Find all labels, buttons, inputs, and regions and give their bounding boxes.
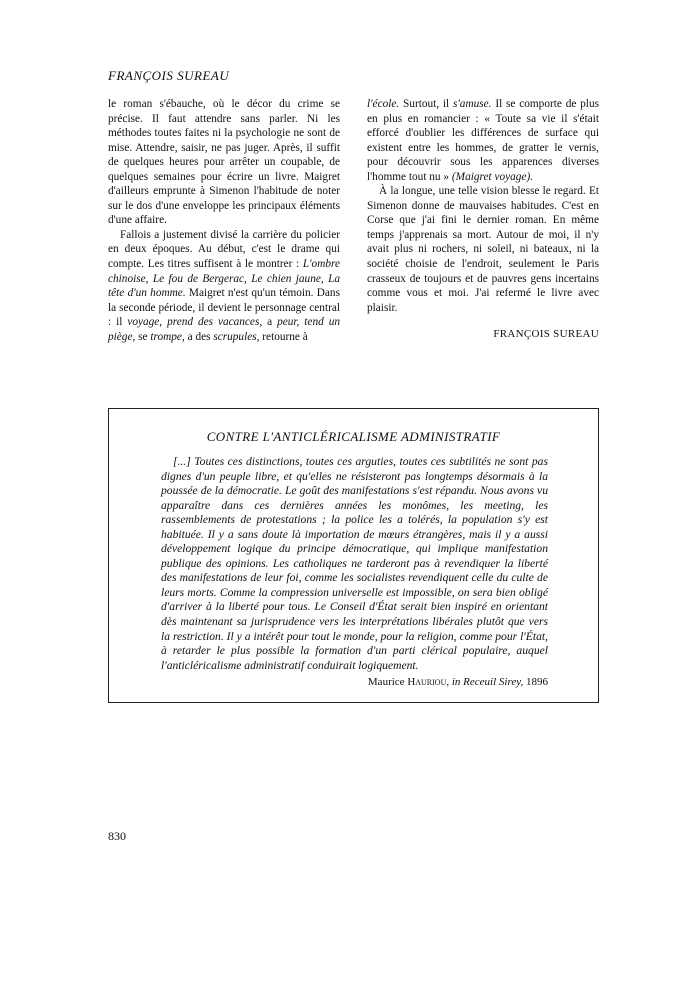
source-first-name: Maurice	[367, 676, 405, 688]
source-last-name: Hauriou,	[407, 676, 450, 688]
emphasis: peur, tend un piège,	[108, 316, 340, 343]
emphasis: scrupules,	[213, 330, 260, 343]
quotation-box	[108, 408, 599, 703]
paragraph: À la longue, une telle vision blesse le regard. Et Simenon donne de mauvaises habitudes. C'est en Corse que j'ai fini le dernier roman. En même temps j'apprenais sa mort. Autour de moi, il n'y avait plus ni rochers, ni soleil, ni bateaux, ni la société choisie de l'endroit, seulement le Paris crasseux de toujours et de pauvres gens incertains comme vous et moi. J'ai refermé le livre avec plaisir.	[367, 185, 599, 314]
quotation-text: [...] Toutes ces distinctions, toutes ces arguties, toutes ces subtilités ne sont pas dignes d'un peuple libre, et qu'elles ne résisteront pas longtemps désormais à la poussée de la démocratie. Le goût des manifestations s'est répandu. Nous avons vu apparaître dans ces dernières années les monômes, les meeting, les rassemblements de protestations ; la police les a tolérés, la population s'y est habituée. Il y a sans doute là importation de mœurs étrangères, mais il y a aussi développement logique du principe démocratique, qui implique manifestation publique des opinions. Les catholiques ne tarderont pas à revendiquer la liberté des manifestations de leur foi, comme les socialistes revendiquent celle du culte de leurs morts. Comme la compression universelle est impossible, on sera bien obligé d'arriver à la liberté pour tous. Le Conseil d'État serait bien inspiré en orientant dès maintenant sa jurisprudence vers les interprétations libérales plutôt que vers la restriction. Il y a intérêt pour tout le monde, pour la religion, comme pour l'État, à retarder le plus possible la formation d'un parti clérical populaire, auquel l'anticléricalisme administratif conduirait logiquement.	[161, 455, 548, 672]
emphasis: voyage, prend des vacances,	[127, 316, 263, 329]
box-title: CONTRE L'ANTICLÉRICALISME ADMINISTRATIF	[206, 429, 501, 444]
paragraph	[108, 228, 340, 344]
text-run: Il se comporte de plus en plus en romancier : « Toute sa vie il s'était efforcé d'oublier les différences de surface qui existent entre les hommes, de gratter le vernis, pour découvrir sous les apparences diverses l'homme tout nu »	[367, 98, 599, 183]
text-run: Maigret n'est qu'un témoin. Dans la seconde période, il devient le personnage central : il	[108, 287, 340, 329]
source-year: 1896	[526, 676, 548, 688]
article-column-right	[367, 97, 599, 342]
text-run: retourne à	[259, 330, 308, 343]
article-column-left	[108, 97, 340, 344]
quotation-source	[368, 676, 548, 688]
text-run: se	[135, 330, 151, 343]
text-run: Fallois a justement divisé la carrière du policier en deux époques. Au début, c'est le drame qui compte. Les titres suffisent à le montrer :	[108, 228, 340, 271]
text-run: a	[262, 316, 278, 329]
paragraph	[367, 97, 599, 184]
emphasis: s'amuse.	[453, 98, 492, 110]
text-run: Surtout, il	[399, 98, 453, 110]
running-head: FRANÇOIS SUREAU	[108, 68, 230, 83]
book-title: (Maigret voyage).	[451, 170, 534, 183]
page-number: 830	[108, 829, 126, 843]
source-publication: in Receuil Sirey,	[451, 676, 524, 688]
text-run: a des	[184, 330, 214, 343]
emphasis: trompe,	[150, 330, 185, 343]
emphasis: l'école.	[367, 98, 400, 110]
book-titles: L'ombre chinoise, Le fou de Bergerac, Le chien jaune, La tête d'un homme.	[108, 258, 340, 300]
paragraph: le roman s'ébauche, où le décor du crime se précise. Il faut attendre sans parler. Ni les méthodes toutes faites ni la psychologie ne sont de mise. Attendre, saisir, ne pas juger. Après, il suffit de quelques heures pour arrêter un coupable, de quelques semaines pour écrire un livre. Maigret d'ailleurs emprunte à Simenon l'habitude de noter sur le dos d'une enveloppe les principaux éléments d'une affaire.	[108, 98, 340, 227]
author-signature: FRANÇOIS SUREAU	[493, 328, 599, 341]
